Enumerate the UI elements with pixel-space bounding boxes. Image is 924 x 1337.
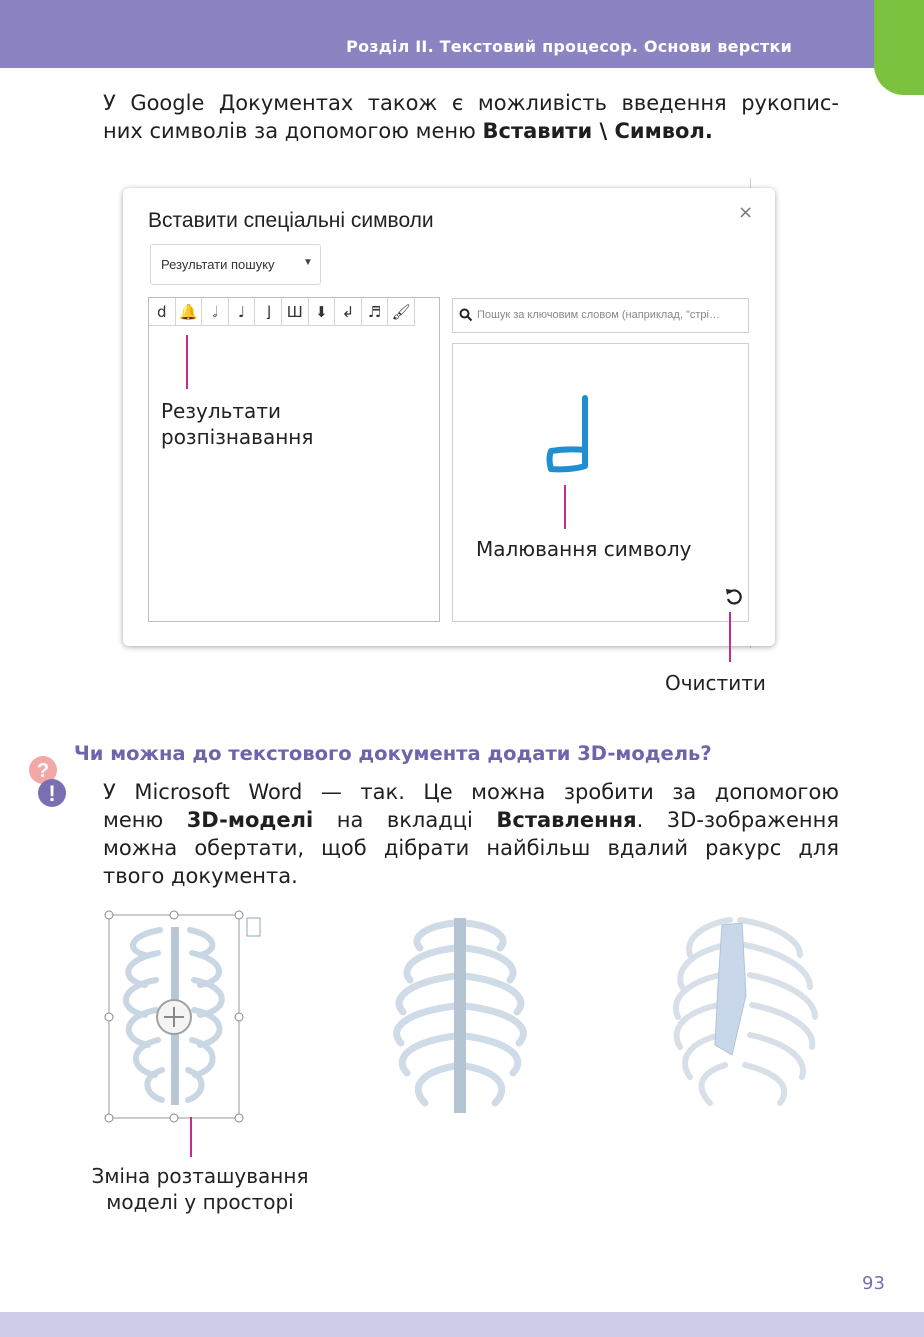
dropdown-label: Результати пошуку [161,257,275,272]
category-dropdown[interactable] [150,244,321,285]
drawing-label: Малювання символу [476,537,692,561]
menu-path: Вставити \ Символ. [482,119,713,143]
rotate-label-line: Зміна розташування [91,1164,309,1188]
intro-line-1: У Google Документах також є можливість введення рукопис- [103,91,839,115]
recognition-callout [186,335,188,389]
recognition-label-line: розпізнавання [161,425,314,449]
menu-name: 3D-моделі [186,808,314,832]
search-input[interactable] [452,298,749,333]
recognition-label-line: Результати [161,399,281,423]
dialog-title: Вставити спеціальні символи [148,209,434,232]
answer-line: У Microsoft Word — так. Це можна зробити за допомогою [103,780,839,804]
reset-icon[interactable] [725,588,743,606]
answer-text: меню [103,808,187,832]
result-symbols [149,298,415,326]
result-symbol-7[interactable]: ↲ [335,298,362,326]
tab-name: Вставлення [496,808,637,832]
rotate-label [85,1163,315,1215]
ribcage-model-selected[interactable] [100,905,270,1135]
answer-line [103,806,839,834]
answer-text: . 3D-зображення [636,808,839,832]
result-symbol-1[interactable]: 🔔 [176,298,203,326]
results-panel [148,297,440,622]
result-symbol-9[interactable]: 🖌 [388,298,415,326]
answer-line: твого документа. [103,864,298,888]
drawing-canvas[interactable] [452,343,749,622]
result-symbol-0[interactable]: d [149,298,176,326]
answer-line: можна обертати, щоб дібрати найбільш вдалий ракурс для [103,836,839,860]
close-icon[interactable]: × [738,202,754,223]
rotate-callout [190,1117,192,1157]
page-number: 93 [862,1273,885,1294]
result-symbol-4[interactable]: ⌋ [255,298,282,326]
result-symbol-5[interactable]: Ш [282,298,309,326]
svg-text:!: ! [48,781,56,806]
result-symbol-8[interactable]: ♬ [362,298,389,326]
question-answer [103,778,839,890]
result-symbol-3[interactable]: ♩ [229,298,256,326]
question-icon [28,755,70,809]
result-symbol-2[interactable]: 𝅗𝅥 [202,298,229,326]
section-title: Розділ II. Текстовий процесор. Основи верстки [346,37,792,56]
result-symbol-6[interactable]: ⬇ [309,298,336,326]
clear-callout [729,612,731,662]
drawing-callout [564,485,566,529]
intro-paragraph [103,89,839,145]
recognition-label [161,398,313,450]
caret-down-icon: ▼ [303,257,313,268]
clear-label: Очистити [665,671,766,695]
intro-text: них символів за допомогою меню [103,119,483,143]
search-placeholder: Пошук за ключовим словом (наприклад, "стрі… [477,309,720,321]
rotate-label-line: моделі у просторі [106,1190,294,1214]
answer-text: на вкладці [313,808,497,832]
footer-bar [0,1312,924,1337]
question-heading: Чи можна до текстового документа додати 3D-модель? [74,742,712,765]
ribcage-model-front [660,905,830,1125]
intro-line-2 [103,117,839,145]
svg-text:?: ? [36,760,50,782]
header-bar [0,0,878,68]
ribcage-model-back [375,908,545,1128]
handwritten-symbol [541,392,601,482]
chapter-tab [874,0,924,95]
search-icon [459,308,473,322]
